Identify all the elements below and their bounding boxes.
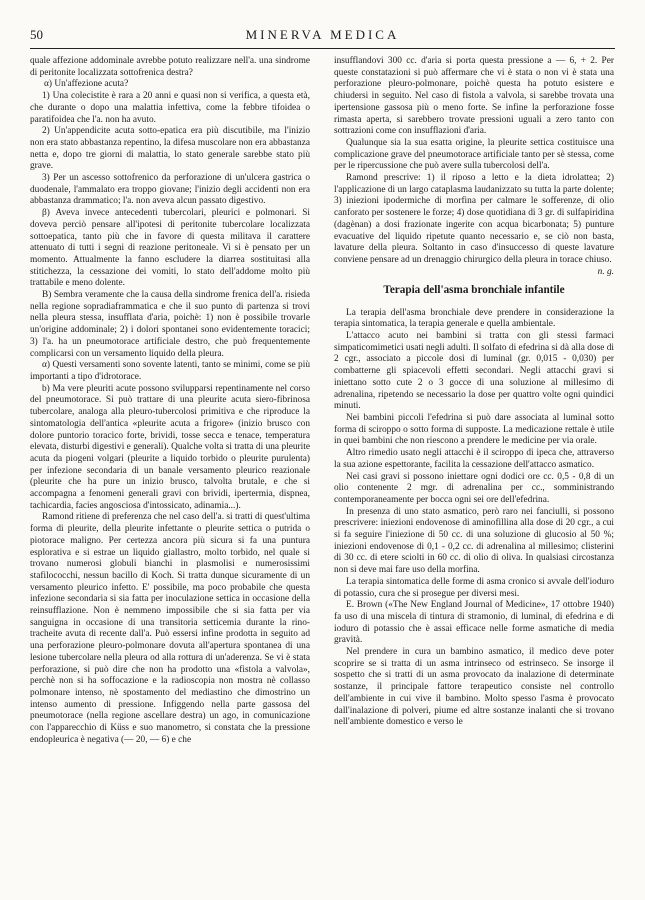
paragraph: Altro rimedio usato negli attacchi è il sciroppo di ipeca che, attraverso la sua azione espettorante, facilita la cessazione dell'attacco asmatico. — [334, 448, 614, 470]
paragraph-text: Ramond prescrive: 1) il riposo a letto e la dieta idrolattea; 2) l'applicazione di un largo cataplasma laudanizzato su tutta la parte dolente; 3) iniezioni ipodermiche di morfina per calmare le sofferenze, di olio canforato per sostenere le forze; 4) dose quotidiana di 3 gr. di sulfapiridina (dagènan) a dosi frazionate ingerite con acqua bicarbonata; 5) punture evacuative del liquido ripetute quanto necessario e, se ciò non basta, lavature della pleura. Soltanto in caso d'insuccesso di queste lavature conviene pensare ad un drenaggio chirurgico della pleura in torace chiuso. — [334, 173, 614, 265]
paragraph: La terapia dell'asma bronchiale deve prendere in considerazione la terapia sintomatica, la terapia generale e quella ambientale. — [334, 307, 614, 330]
paragraph: insufflandovi 300 cc. d'aria si porta questa pressione a — 6, + 2. Per queste constatazioni si può affermare che vi è stata o non vi è stata una perforazione pleuro-polmonare, poichè questa ha potuto esistere e chiudersi in seguito. Nel caso di fistola a valvola, si sarebbe trovata una ipertensione gassosa più o meno forte. Se infine la perforazione fosse rimasta aperta, si sarebbero trovate pressioni uguali a zero tanto con sottrazioni come con insufflazioni d'aria. — [334, 56, 614, 137]
left-column — [30, 56, 310, 894]
paragraph: Nei bambini piccoli l'efedrina si può dare associata al luminal sotto forma di sciroppo o sotto forma di supposte. La medicazione rettale è utile in quei bambini che non riescono a prendere le medicine per via orale. — [334, 412, 614, 447]
paragraph: quale affezione addominale avrebbe potuto realizzare nell'a. una sindrome di peritonite localizzata sottofrenica destra? — [30, 56, 310, 78]
page-number: 50 — [30, 27, 43, 42]
paragraph: 3) Per un ascesso sottofrenico da perforazione di un'ulcera gastrica o duodenale, l'ammalato era troppo giovane; l'inizio degli accidenti non era abbastanza drammatico; l'a. non aveva alcun passato digestivo. — [30, 173, 310, 207]
paragraph: E. Brown («The New England Journal of Medicine», 17 ottobre 1940) fa uso di una miscela di tintura di stramonio, di luminal, di efedrina e di ioduro di potassio che è assai efficace nelle forme asmatiche di media gravità. — [334, 600, 614, 646]
page-header — [30, 27, 615, 49]
paragraph: 1) Una colecistite è rara a 20 anni e quasi non si verifica, a questa età, che durante o dopo una malattia infettiva, come la febbre tifoidea o paratifoidea che l'a. non ha avuto. — [30, 91, 310, 125]
paragraph: 2) Un'appendicite acuta sotto-epatica era più discutibile, ma l'inizio non era stato abbastanza repentino, la difesa muscolare non era abbastanza netta e, dopo tre giorni di malattia, lo stato generale sarebbe stato più grave. — [30, 126, 310, 172]
paragraph: Nei casi gravi si possono iniettare ogni dodici ore cc. 0,5 - 0,8 di un olio contenente 2 mgr. di adrenalina per cc., somministrando contemporaneamente per bocca ogni sei ore dell'efedrina. — [334, 471, 614, 505]
paragraph: L'attacco acuto nei bambini si tratta con gli stessi farmaci simpaticomimetici usati negli adulti. Il solfato di efedrina si dà alla dose di 2 cgr., associato a piccole dosi di luminal (gr. 0,015 - 0,030) per combatterne gli spiacevoli effetti secondari. Negli attacchi gravi si iniettano sotto cute 2 o 3 gocce di una soluzione al millesimo di adrenalina, ripetendo se necessario la dose per quattro volte ogni quindici minuti. — [334, 331, 614, 412]
paragraph: Qualunque sia la sua esatta origine, la pleurite settica costituisce una complicazione grave del pneumotorace artificiale tanto per sè stessa, come per le ripercussione che può avere sulla tubercolosi dell'a. — [334, 137, 614, 172]
paragraph: b) Ma vere pleuriti acute possono svilupparsi repentinamente nel corso del pneumotorace. Si può trattare di una pleurite acuta siero-fibrinosa tubercolare, analoga alla pleuro-tubercolosi primitiva e che riproduce la sintomatologia dell'antica «pleurite acuta a frigore» (inizio brusco con dolore puntorio toracico forte, brividi, tosse secca e tenace, temperatura elevata, disturbi digestivi e generali). Qualche volta si tratta di una pleurite acuta da piogeni volgari (pleurite a liquido torbido o pleurite purulenta) per infezione secondaria di un banale versamento pleurico reazionale (pleurite che ha pure un inizio brusco, talvolta brutale, e che si accompagna a fenomeni generali gravi con brividi, ipertermia, dispnea, tachicardia, facies angosciosa d'intossicato, adinamia...). — [30, 383, 310, 511]
paragraph: Nel prendere in cura un bambino asmatico, il medico deve poter scoprire se si tratta di un asma intrinseco od estrinseco. Se insorge il sospetto che si tratti di un asma provocato da inalazione di determinate sostanze, il principale fattore terapeutico consiste nel controllo dell'ambiente in cui vive il bambino. Molto spesso l'asma è provocato dall'inalazione di polveri, piume ed altre sostanze inalanti che si trovano nell'ambiente domestico e verso le — [334, 647, 614, 728]
paragraph: In presenza di uno stato asmatico, però raro nei fanciulli, si possono prescrivere: iniezioni endovenose di aminofillina alla dose di 20 cgr., a cui si fa seguire l'iniezione di 50 cc. di una soluzione di glucosio al 50 %; iniezioni endovenose di 0,1 - 0,2 cc. di adrenalina al millesimo; clisterini di 30 cc. di etere sciolti in 60 cc. di olio di oliva. In qualsiasi circostanza non si deve mai fare uso della morfina. — [334, 506, 614, 576]
paragraph: α) Questi versamenti sono sovente latenti, tanto se minimi, come se più importanti a tipo d'idrotorace. — [30, 360, 310, 382]
paragraph: La terapia sintomatica delle forme di asma cronico si avvale dell'ioduro di potassio, cura che si prosegue per diversi mesi. — [334, 576, 614, 599]
paragraph: β) Aveva invece antecedenti tubercolari, pleurici e polmonari. Si doveva perciò pensare all'ipotesi di peritonite tubercolare localizzata sottoepatica, tanto più che in favore di questa militava il carattere attenuato di tutti i segni di reazione peritoneale. Vi si è pensato per un momento. Attualmente la fanno escludere la diarrea sostituitasi alla stitichezza, la cessazione dei vomiti, lo stato dell'addome molto più trattabile e meno dolente. — [30, 208, 310, 289]
journal-title: MINERVA MEDICA — [245, 27, 400, 42]
paragraph — [334, 173, 614, 277]
section-title: Terapia dell'asma bronchiale infantile — [383, 283, 565, 296]
author-signature: n. g. — [597, 266, 614, 277]
right-column — [334, 56, 614, 894]
header-rule — [30, 48, 615, 49]
paragraph: Ramond ritiene di preferenza che nel caso dell'a. si tratti di quest'ultima forma di pleurite, della pleurite infettante o pleurite settica o putrida o piotorace maligno. Per certezza ancora più sicura si fa una puntura esplorativa e si estrae un liquido giallastro, molto torbido, nel quale si trovano numerosi globuli bianchi in plasmolisi e numerosissimi stafilococchi, nessun bacillo di Koch. Si tratta dunque sicuramente di un versamento pleurico infetto. E' possibile, ma poco probabile che questa infezione secondaria si sia fatta per inoculazione settica in occasione della reinsufflazione. Non è nemmeno impossibile che si sia fatta per via sanguigna in occasione di una transitoria setticemia durante la rino-tracheite avuta di recente dall'a. Può essersi infine prodotta in seguito ad una perforazione pleuro-polmonare dovuta all'apertura spontanea di una lesione tubercolare nella pleura od alla rottura di un'aderenza. Se vi è stata perforazione, si può dire che non ha prodotto una «fistola a valvola», perchè non si ha soffocazione e la radioscopia non mostra nè collasso polmonare intenso, nè spostamento del mediastino che dimostrino un intenso aumento di pressione. Infiggendo nella parte gassosa del pneumotorace (nella regione ascellare destra) un ago, in comunicazione con l'apparecchio di Küss e suo manometro, si constata che la pressione endopleurica è negativa (— 20, — 6) e che — [30, 512, 310, 745]
paragraph: B) Sembra veramente che la causa della sindrome frenica dell'a. risieda nella regione sopradiaframmatica e che il suo punto di partenza si trovi nella pleura stessa, insufflata d'aria, poichè: 1) non è possibile trovarle un'origine addominale; 2) i dolori spontanei sono evidentemente toracici; 3) l'a. ha un pneumotorace artificiale destro, che può frequentemente complicarsi con un versamento liquido della pleura. — [30, 290, 310, 359]
subheading: α) Un'affezione acuta? — [44, 79, 129, 90]
